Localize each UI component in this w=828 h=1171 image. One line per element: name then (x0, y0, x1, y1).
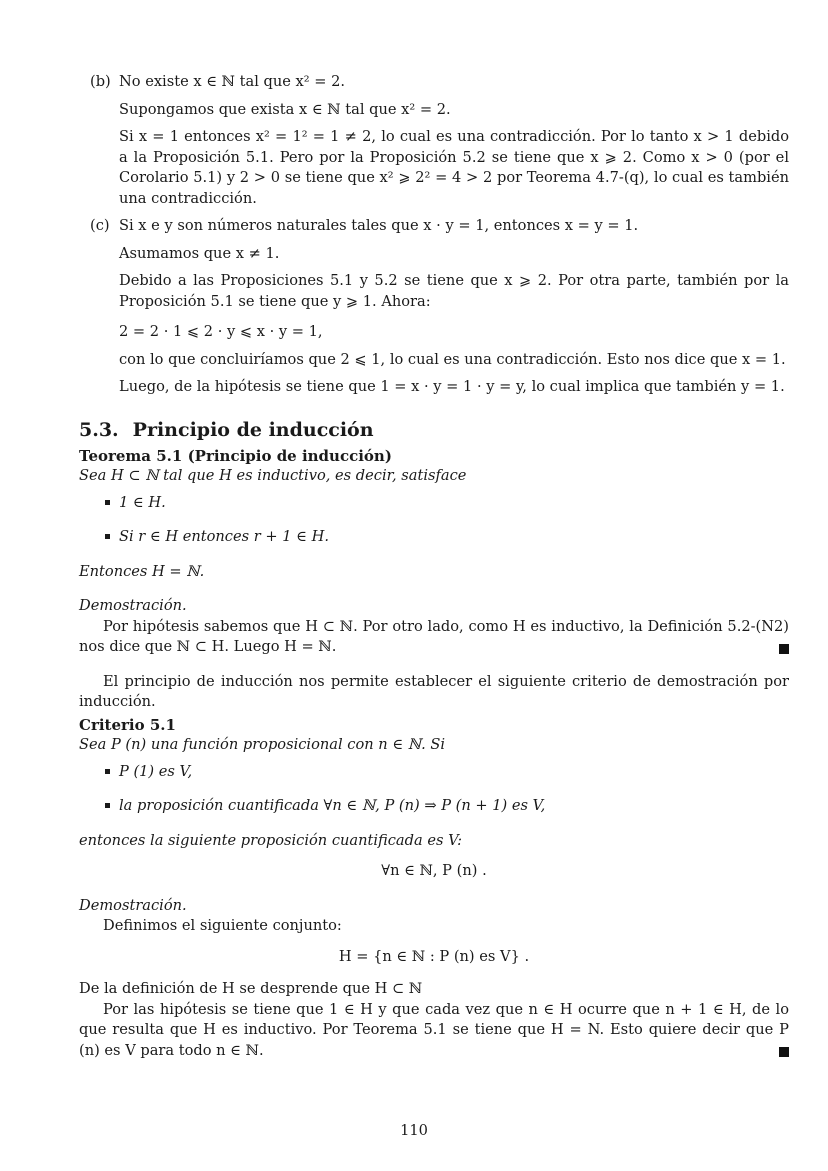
list-item: la proposición cuantificada ∀n ∈ ℕ, P (n) ⇒ P (n + 1) es V, (79, 796, 789, 817)
theorem-proof (79, 617, 789, 658)
criterion-proof-label: Demostración. (79, 896, 187, 914)
item-c-label: (c) (90, 217, 110, 234)
criterion-block (79, 715, 789, 1062)
item-c (79, 216, 789, 398)
criterion-proof-paragraph-1: Definimos el siguiente conjunto: (103, 917, 342, 934)
item-b-label: (b) (90, 73, 111, 90)
item-c-paragraph-1: Asumamos que x ≠ 1. (119, 244, 280, 262)
criterion-proof (79, 1000, 789, 1062)
section-number: 5.3. (79, 418, 119, 441)
section-title: Principio de inducción (132, 418, 374, 441)
criterion-intro: Sea P (n) una función proposicional con n ∈ ℕ. Si (79, 736, 446, 753)
transition-paragraph: El principio de inducción nos permite establecer el siguiente criterio de demostración por inducción. (79, 672, 789, 710)
criterion-equation: ∀n ∈ ℕ, P (n) . (381, 862, 487, 879)
list-item: 1 ∈ H. (79, 493, 789, 514)
item-c-paragraph-4: Luego, de la hipótesis se tiene que 1 = x · y = 1 · y = y, lo cual implica que también y = 1. (119, 378, 785, 395)
criterion-title: Criterio 5.1 (79, 715, 176, 734)
page-number: 110 (400, 1122, 428, 1139)
criterion-proof-paragraph-2: De la definición de H se desprende que H ⊂ ℕ (79, 980, 423, 997)
item-b-paragraph-1: Supongamos que exista x ∈ ℕ tal que x² = 2. (119, 100, 451, 118)
theorem-title: Teorema 5.1 (Principio de inducción) (79, 446, 392, 465)
theorem-block (79, 446, 789, 658)
list-item: P (1) es V, (79, 762, 789, 783)
set-equation: H = {n ∈ ℕ : P (n) es V} . (338, 947, 530, 965)
criterion-proof-paragraph-3: Por las hipótesis se tiene que 1 ∈ H y que cada vez que n ∈ H ocurre que n + 1 ∈ H, de lo que resulta que H es inductivo. Por Teorema 5.1 se tiene que H = N. Esto quiere decir que P (n) es V para todo n ∈ ℕ. (79, 1000, 789, 1059)
qed-square-icon (779, 1047, 789, 1057)
theorem-proof-text: Por hipótesis sabemos que H ⊂ ℕ. Por otro lado, como H es inductivo, la Definición 5.2-(N2) nos dice que ℕ ⊂ H. Luego H = ℕ. (79, 617, 789, 655)
item-c-paragraph-2: Debido a las Proposiciones 5.1 y 5.2 se tiene que x ⩾ 2. Por otra parte, también por la Proposición 5.1 se tiene que y ⩾ 1. Ahora: (119, 272, 789, 310)
item-c-equation: 2 = 2 · 1 ⩽ 2 · y ⩽ x · y = 1, (119, 323, 323, 340)
theorem-conclusion: Entonces H = ℕ. (79, 562, 205, 580)
qed-square-icon (779, 644, 789, 654)
theorem-conditions (79, 493, 789, 548)
item-c-statement: Si x e y son números naturales tales que x · y = 1, entonces x = y = 1. (119, 217, 639, 234)
theorem-proof-label: Demostración. (79, 597, 187, 614)
item-b-statement: No existe x ∈ ℕ tal que x² = 2. (119, 73, 346, 90)
item-b (79, 72, 789, 209)
theorem-intro: Sea H ⊂ ℕ tal que H es inductivo, es decir, satisface (79, 467, 467, 484)
item-c-paragraph-3: con lo que concluiríamos que 2 ⩽ 1, lo cual es una contradicción. Esto nos dice que x = 1. (119, 350, 786, 368)
document-page (79, 72, 789, 1061)
item-b-paragraph-2: Si x = 1 entonces x² = 1² = 1 ≠ 2, lo cual es una contradicción. Por lo tanto x > 1 debido a la Proposición 5.1. Pero por la Proposición 5.2 se tiene que x ⩾ 2. Como x > 0 (por el Corolario 5.1) y 2 > 0 se tiene que x² ⩾ 2² = 4 > 2 por Teorema 4.7-(q), lo cual es también una contradicción. (119, 128, 789, 207)
list-item: Si r ∈ H entonces r + 1 ∈ H. (79, 527, 789, 548)
criterion-conclusion: entonces la siguiente proposición cuantificada es V: (79, 831, 463, 849)
section-heading (79, 418, 789, 442)
criterion-conditions (79, 762, 789, 817)
